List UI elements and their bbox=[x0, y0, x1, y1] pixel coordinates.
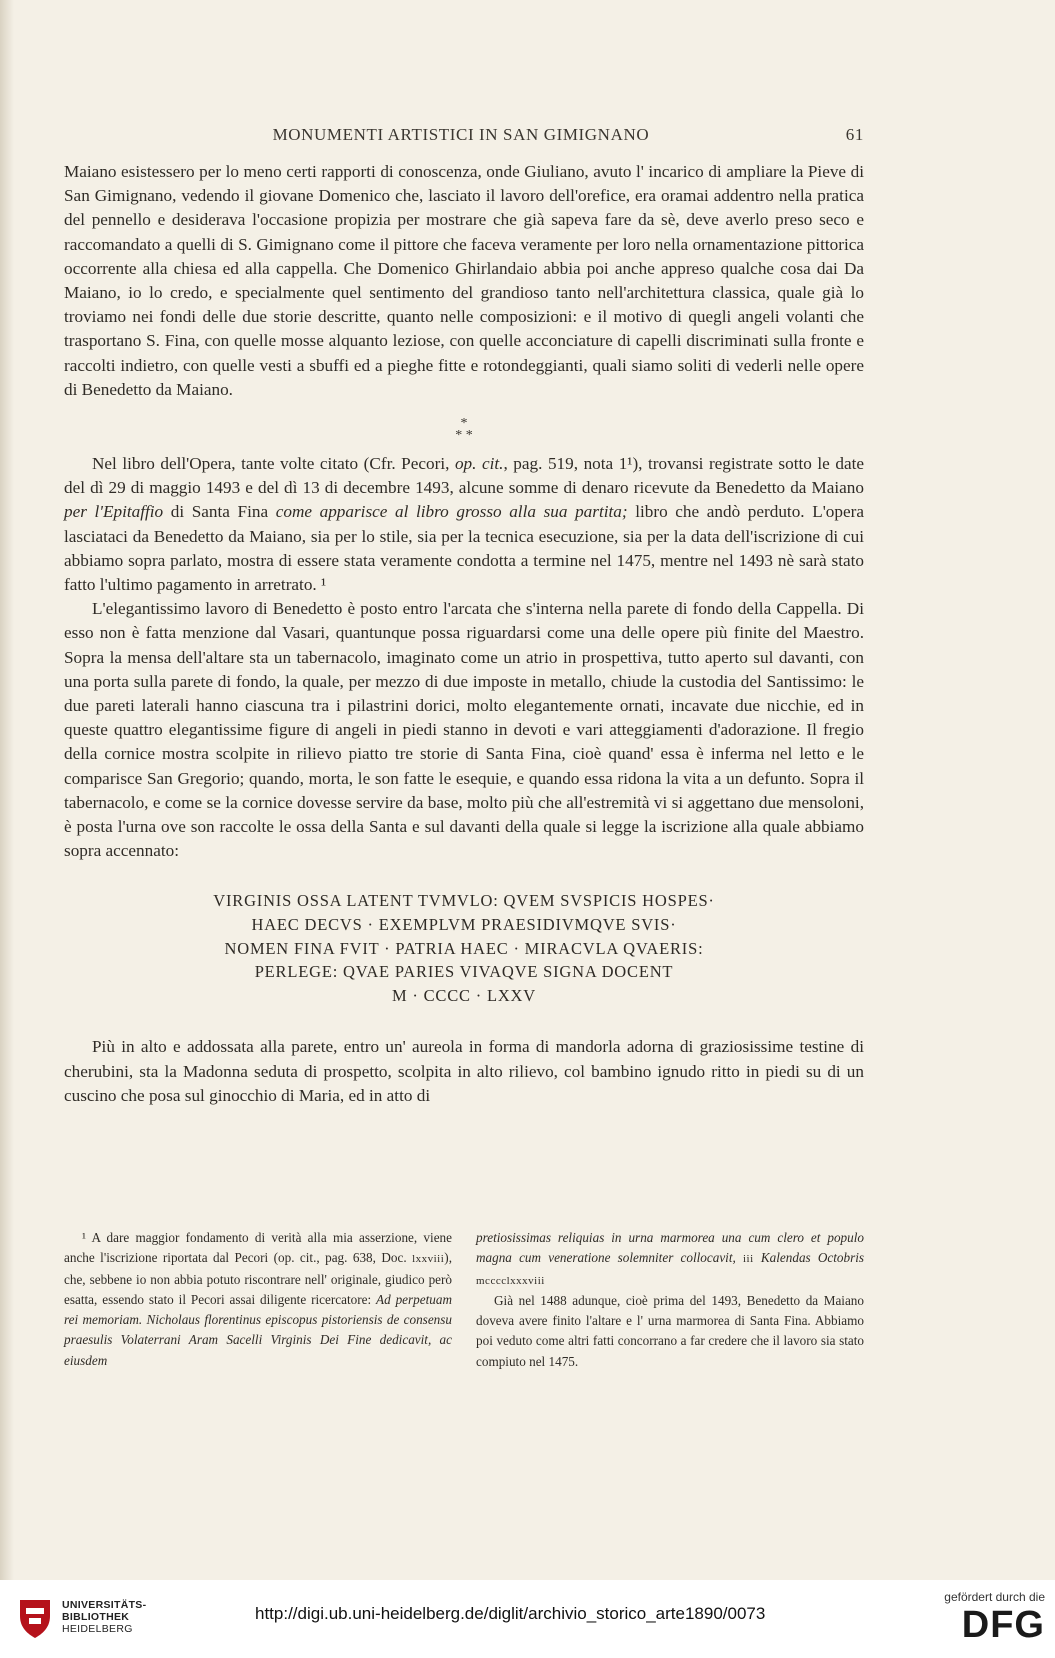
paragraph-1: Maiano esistessero per lo meno certi rapporti di conoscenza, onde Giuliano, avuto l' incarico di ampliare la Pieve di San Gimignano, vedendo il giovane Domenico che, lasciato il lavoro dell'orefice, era oramai addentro nella pratica del pennello e desiderava l'occasione propizia per mostrare che già sapeva fare da sè, deve averlo preso seco e raccomandato a quelli di S. Gimignano come il pittore che faceva veramente per loro nella ornamentazione pittorica occorrente alla chiesa ed alla cappella. Che Domenico Ghirlandaio abbia poi anche appreso qualche cosa dai Da Maiano, io lo credo, e specialmente quel sentimento del grandioso tanto nell'architettura classica, quale già lo troviamo nei fondi delle due storie descritte, quanto nelle composizioni: e il motivo di quegli angeli volanti che trasportano S. Fina, con quelle mosse alquanto leziose, con quelle acconciature di capelli discriminati sulla fronte e raccolti indietro, con quelle vesti a sbuffi ed a pieghe fitte e rotondeggianti, quali siamo soliti di vederli nelle opere di Benedetto da Maiano. bbox=[64, 162, 864, 399]
p2-quote: come apparisce al libro grosso alla sua partita; bbox=[275, 502, 628, 522]
footnote-column-left bbox=[64, 1228, 452, 1372]
library-name[interactable] bbox=[62, 1599, 146, 1635]
inscription-date: M · CCCC · LXXV bbox=[391, 985, 536, 1005]
paragraph-2 bbox=[64, 452, 864, 597]
library-name-line-1: UNIVERSITÄTS- bbox=[62, 1599, 147, 1611]
latin-inscription bbox=[64, 889, 864, 1007]
fn-text-b: ), che, sebbene io non abbia potuto riscontrare nell' originale, giudico però esatta, essendo stato il Pecori assai diligente ricercatore: bbox=[64, 1250, 452, 1307]
fn-kalendas: Kalendas Octobris bbox=[760, 1250, 865, 1266]
fn-roman-year: mcccclxxxviii bbox=[476, 1274, 545, 1287]
section-separator bbox=[64, 418, 864, 442]
library-name-line-2: BIBLIOTHEK bbox=[62, 1611, 130, 1623]
inscription-line-4: PERLEGE: QVAE PARIES VIVAQVE SIGNA DOCENT bbox=[254, 962, 674, 982]
running-head-title: MONUMENTI ARTISTICI IN SAN GIMIGNANO bbox=[272, 125, 650, 144]
footnote-1 bbox=[64, 1228, 452, 1371]
heidelberg-library-logo-icon bbox=[14, 1594, 56, 1642]
p2-text-e: di Santa Fina bbox=[163, 502, 276, 522]
viewer-footer bbox=[0, 1580, 1055, 1658]
funding-text: gefördert durch die bbox=[944, 1590, 1045, 1604]
inscription-line-3: NOMEN FINA FVIT · PATRIA HAEC · MIRACVLA QVAERIS: bbox=[224, 938, 704, 958]
library-name-line-3: HEIDELBERG bbox=[62, 1623, 133, 1635]
asterisk-bottom: * * bbox=[455, 428, 473, 444]
permalink-url[interactable]: http://digi.ub.uni-heidelberg.de/diglit/archivio_storico_arte1890/0073 bbox=[255, 1604, 766, 1623]
p2-text-a: Nel libro dell'Opera, tante volte citato (Cfr. Pecori, bbox=[92, 454, 455, 474]
p2-citation: op. cit. bbox=[454, 454, 504, 474]
fn-doc-number: lxxviii bbox=[412, 1253, 445, 1266]
asterisk-top: * bbox=[460, 416, 468, 432]
footnotes bbox=[64, 1228, 864, 1372]
footnote-1-continued bbox=[476, 1228, 864, 1291]
dfg-logo-text: DFG bbox=[961, 1606, 1045, 1640]
running-head bbox=[64, 125, 864, 145]
fn-latin-continued: pretiosissimas reliquias in urna marmorea una cum clero et populo magna cum veneratione solemniter collocavit, bbox=[476, 1230, 864, 1266]
page-number: 61 bbox=[845, 125, 864, 144]
dfg-logo-icon[interactable] bbox=[941, 1606, 1045, 1640]
funding-credit bbox=[915, 1590, 1045, 1640]
paragraph-4: Più in alto e addossata alla parete, entro un' aureola in forma di mandorla adorna di graziosissime testine di cherubini, sta la Madonna seduta di prospetto, scolpita in alto rilievo, col bambino ignudo ritto in piedi su di un cuscino che posa sul ginocchio di Maria, ed in atto di bbox=[64, 1037, 864, 1105]
p2-epitaffio: per l'Epitaffio bbox=[64, 502, 164, 522]
fn-roman-iii: iii bbox=[743, 1253, 754, 1266]
inscription-line-2: HAEC DECVS · EXEMPLVM PRAESIDIVMQVE SVIS· bbox=[251, 915, 677, 935]
fn-latin-quote: Ad perpetuam rei memoriam. Nicholaus florentinus episcopus pistoriensis de consensu praesulis Volaterrani Aram Sacelli Virginis Dei Fine dedicavit, ac eiusdem bbox=[64, 1291, 452, 1368]
paragraph-3: L'elegantissimo lavoro di Benedetto è posto entro l'arcata che s'interna nella parete di fondo della Cappella. Di esso non è fatta menzione dal Vasari, quantunque possa riguardarsi come una delle opere più finite del Maestro. Sopra la mensa dell'altare sta un tabernacolo, imaginato come un atrio in prospettiva, tutto aperto sul davanti, con una porta sulla parete di fondo, la quale, per mezzo di due imposte in metallo, chiude la custodia del Santissimo: le due pareti laterali hanno ciascuna tra i pilastrini dorici, molto elegantemente ornati, incavate due nicchie, ed in queste quattro elegantissime figure di angeli in piedi stanno in devoti e vari atteggiamenti d'adorazione. Il fregio della cornice mostra scolpite in rilievo piatto tre storie di Santa Fina, cioè quand' essa è inferma nel letto e le comparisce San Gregorio; quando, morta, le son fatte le esequie, e quando essa ridona la vita a un defunto. Sopra il tabernacolo, e come se la cornice dovesse servire da base, molto più che all'estremità vi si aggettano due mensoloni, è posta l'urna ove son raccolte le ossa della Santa e sul davanti della quale si legge la iscrizione alla quale abbiamo sopra accennato: bbox=[64, 599, 864, 861]
inscription-line-1: VIRGINIS OSSA LATENT TVMVLO: QVEM SVSPICIS HOSPES· bbox=[213, 891, 715, 911]
p2-text-c: , pag. 519, nota 1¹), trovansi registrate sotto le date del dì 29 di maggio 1493 e del dì 13 di decembre 1493, alcune somme di denaro ricevute da Benedetto da Maiano bbox=[64, 454, 864, 498]
main-text bbox=[64, 160, 864, 1108]
fn-text-a: ¹ A dare maggior fondamento di verità alla mia asserzione, viene anche l'iscrizione riportata dal Pecori (op. cit., pag. 638, Doc. bbox=[64, 1230, 452, 1266]
footnote-conclusion: Già nel 1488 adunque, cioè prima del 1493, Benedetto da Maiano doveva avere finito l'altare e l' urna marmorea di Santa Fina. Abbiamo poi veduto come altri fatti concorrano a far credere che il lavoro sia stato compiuto nel 1475. bbox=[476, 1292, 864, 1369]
footnote-column-right bbox=[476, 1228, 864, 1372]
p2-text-g: libro che andò perduto. L'opera lasciataci da Benedetto da Maiano, sia per lo stile, sia per la tecnica esecuzione, sia per la data dell'iscrizione di cui abbiamo sopra parlato, mostra di essere stata veramente condotta a termine nel 1475, mentre nel 1493 nè sarà stato fatto l'ultimo pagamento in arretrato. ¹ bbox=[64, 502, 864, 595]
